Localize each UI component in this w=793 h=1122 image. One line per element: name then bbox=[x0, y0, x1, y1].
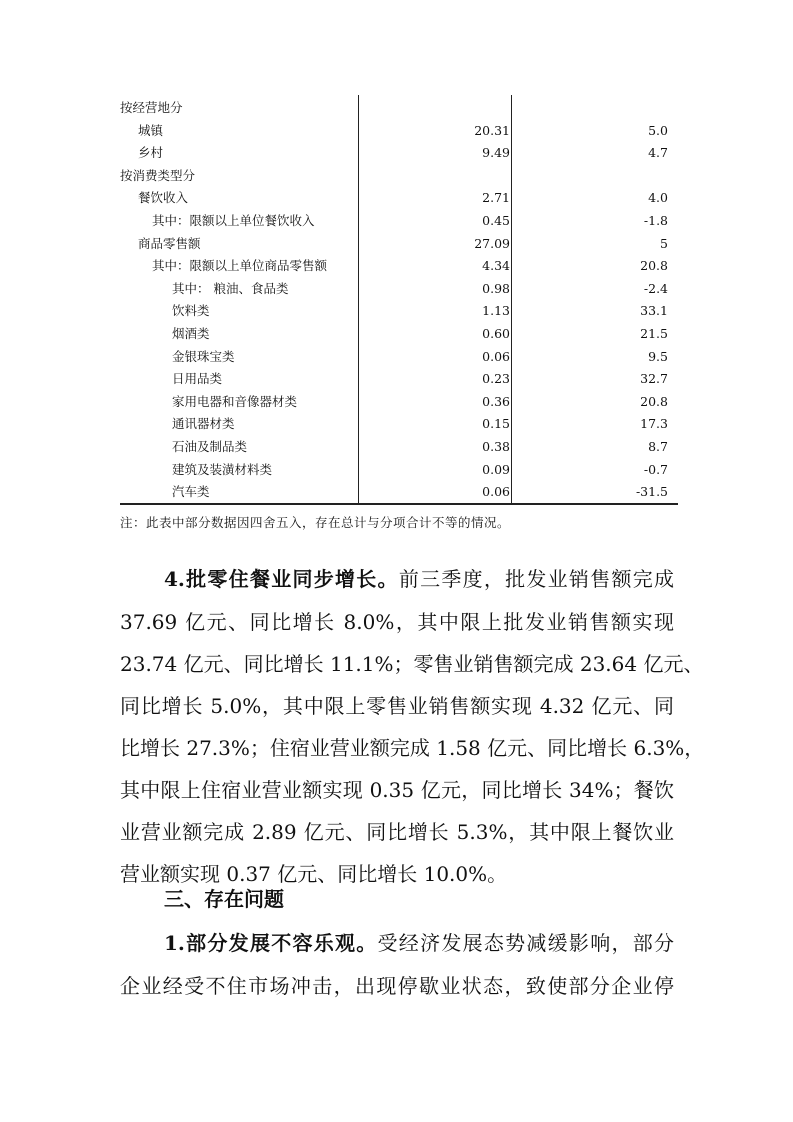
row-label: 城镇 bbox=[138, 122, 164, 138]
row-value-growth: 4.7 bbox=[648, 145, 668, 161]
table-row bbox=[120, 459, 678, 481]
row-label: 其中： 粮油、食品类 bbox=[172, 280, 289, 296]
paragraph-line: 业营业额完成 2.89 亿元、同比增长 5.3%，其中限上餐饮业 bbox=[120, 820, 674, 844]
table-row bbox=[120, 481, 678, 503]
row-value-amount: 0.98 bbox=[482, 280, 510, 296]
row-label: 商品零售额 bbox=[138, 235, 201, 251]
row-value-amount: 0.09 bbox=[482, 461, 510, 477]
table-row bbox=[120, 165, 678, 187]
table-row bbox=[120, 323, 678, 345]
row-value-growth: 17.3 bbox=[640, 416, 668, 432]
row-value-amount: 0.23 bbox=[482, 371, 510, 387]
row-value-amount: 0.06 bbox=[482, 348, 510, 364]
table-row bbox=[120, 255, 678, 277]
row-label: 通讯器材类 bbox=[172, 416, 235, 432]
row-label: 金银珠宝类 bbox=[172, 348, 235, 364]
row-value-amount: 0.15 bbox=[482, 416, 510, 432]
table-row bbox=[120, 278, 678, 300]
row-value-amount: 0.45 bbox=[482, 213, 510, 228]
table-row bbox=[120, 391, 678, 413]
row-value-amount: 0.36 bbox=[482, 393, 510, 409]
paragraph-line: 23.74 亿元、同比增长 11.1%；零售业销售额完成 23.64 亿元、 bbox=[120, 652, 704, 676]
row-value-growth: 5.0 bbox=[648, 122, 668, 138]
row-label: 石油及制品类 bbox=[172, 439, 248, 454]
table-bottom-rule bbox=[120, 503, 678, 505]
section-3-heading: 三、存在问题 bbox=[164, 887, 284, 911]
row-value-amount: 9.49 bbox=[482, 145, 510, 161]
row-label: 按消费类型分 bbox=[120, 167, 196, 183]
row-label: 汽车类 bbox=[172, 484, 210, 500]
row-value-growth: 33.1 bbox=[640, 303, 668, 319]
section-3-1-heading: 1.部分发展不容乐观。 bbox=[164, 931, 378, 955]
row-value-amount: 2.71 bbox=[482, 190, 510, 206]
row-value-growth: 20.8 bbox=[640, 258, 668, 274]
paragraph-line: 比增长 27.3%；住宿业营业额完成 1.58 亿元、同比增长 6.3%， bbox=[120, 736, 705, 760]
row-label: 餐饮收入 bbox=[138, 190, 189, 206]
row-label: 建筑及装潢材料类 bbox=[172, 461, 273, 477]
paragraph-line: 同比增长 5.0%，其中限上零售业销售额实现 4.32 亿元、同 bbox=[120, 694, 674, 718]
row-value-growth: -31.5 bbox=[635, 484, 668, 500]
table-row bbox=[120, 413, 678, 435]
row-value-growth: 21.5 bbox=[640, 326, 668, 341]
row-value-growth: 9.5 bbox=[648, 348, 668, 364]
paragraph-line: 其中限上住宿业营业额实现 0.35 亿元，同比增长 34%；餐饮 bbox=[120, 778, 674, 802]
row-value-growth: -0.7 bbox=[643, 461, 668, 477]
row-value-amount: 20.31 bbox=[474, 122, 510, 138]
row-label: 家用电器和音像器材类 bbox=[172, 393, 298, 409]
table-note: 注：此表中部分数据因四舍五入，存在总计与分项合计不等的情况。 bbox=[120, 515, 511, 530]
table-row bbox=[120, 368, 678, 390]
row-label: 其中：限额以上单位餐饮收入 bbox=[152, 213, 315, 228]
table-row bbox=[120, 187, 678, 209]
table-row bbox=[120, 300, 678, 322]
row-label: 饮料类 bbox=[172, 303, 210, 319]
row-value-amount: 27.09 bbox=[474, 235, 510, 251]
row-value-growth: 32.7 bbox=[640, 371, 668, 387]
row-label: 乡村 bbox=[138, 145, 164, 161]
paragraph-line bbox=[164, 564, 674, 594]
row-value-growth: 5 bbox=[660, 235, 668, 251]
row-value-growth: -2.4 bbox=[643, 280, 668, 296]
paragraph-line: 37.69 亿元、同比增长 8.0%，其中限上批发业销售额实现 bbox=[120, 610, 674, 634]
table-row bbox=[120, 97, 678, 119]
row-value-amount: 1.13 bbox=[482, 303, 510, 319]
row-label: 烟酒类 bbox=[172, 326, 210, 341]
row-value-growth: 20.8 bbox=[640, 393, 668, 409]
row-value-growth: 4.0 bbox=[648, 190, 668, 206]
row-label: 按经营地分 bbox=[120, 100, 183, 115]
paragraph-line: 企业经受不住市场冲击，出现停歇业状态，致使部分企业停 bbox=[120, 974, 674, 998]
row-value-amount: 0.38 bbox=[482, 439, 510, 454]
table-row bbox=[120, 120, 678, 142]
table-row bbox=[120, 233, 678, 255]
table-row bbox=[120, 436, 678, 458]
row-value-amount: 0.60 bbox=[482, 326, 510, 341]
row-label: 日用品类 bbox=[172, 371, 223, 387]
table-row bbox=[120, 346, 678, 368]
row-value-growth: 8.7 bbox=[648, 439, 668, 454]
row-value-amount: 0.06 bbox=[482, 484, 510, 500]
paragraph-line: 营业额实现 0.37 亿元、同比增长 10.0%。 bbox=[120, 862, 508, 886]
row-value-amount: 4.34 bbox=[482, 258, 510, 274]
row-value-growth: -1.8 bbox=[643, 213, 668, 228]
paragraph-line bbox=[164, 928, 674, 958]
retail-sales-table bbox=[120, 95, 678, 507]
paragraph-text: 受经济发展态势减缓影响，部分 bbox=[377, 931, 674, 955]
paragraph-text: 前三季度，批发业销售额完成 bbox=[398, 567, 674, 591]
row-label: 其中：限额以上单位商品零售额 bbox=[152, 258, 328, 274]
table-row bbox=[120, 142, 678, 164]
table-row bbox=[120, 210, 678, 232]
section-4-heading: 4.批零住餐业同步增长。 bbox=[164, 567, 399, 591]
